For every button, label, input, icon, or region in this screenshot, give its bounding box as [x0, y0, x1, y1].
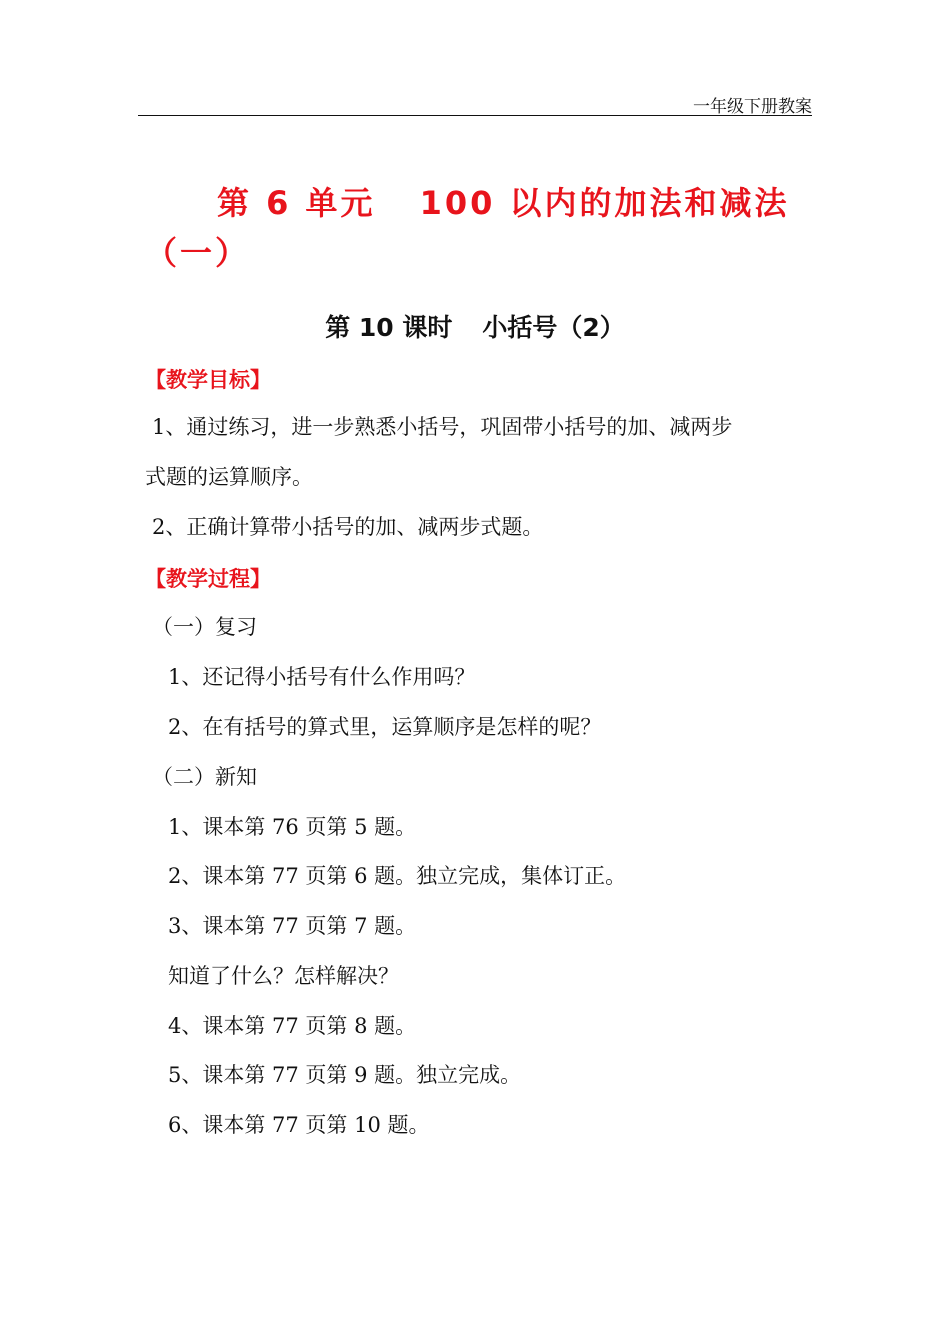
- unit-subtitle: （一）: [145, 234, 251, 272]
- new-item-1: 1、课本第 76 页第 5 题。: [168, 815, 417, 839]
- review-heading: （一）复习: [152, 615, 257, 639]
- unit-title: [145, 178, 810, 278]
- running-header: 一年级下册教案: [693, 97, 812, 117]
- process-heading: 【教学过程】: [145, 567, 271, 591]
- review-item-1: 1、还记得小括号有什么作用吗？: [168, 665, 476, 689]
- objective-1-line-1: 1、通过练习，进一步熟悉小括号，巩固带小括号的加、减两步: [152, 415, 733, 439]
- objectives-heading: 【教学目标】: [145, 368, 271, 392]
- header-rule: [138, 115, 812, 116]
- new-item-3: 3、课本第 77 页第 7 题。: [168, 914, 417, 938]
- new-item-6: 6、课本第 77 页第 10 题。: [168, 1113, 430, 1137]
- review-item-2: 2、在有括号的算式里，运算顺序是怎样的呢？: [168, 715, 602, 739]
- lesson-title: [0, 308, 950, 344]
- new-item-2: 2、课本第 77 页第 6 题。独立完成，集体订正。: [168, 864, 627, 888]
- new-item-4: 4、课本第 77 页第 8 题。: [168, 1014, 417, 1038]
- unit-name: 100 以内的加法和减法: [419, 184, 790, 222]
- unit-number: 第 6 单元: [217, 184, 376, 222]
- lesson-number: 第 10 课时: [325, 313, 453, 342]
- objective-2: 2、正确计算带小括号的加、减两步式题。: [152, 515, 544, 539]
- new-item-3-note: 知道了什么？怎样解决？: [168, 964, 399, 988]
- new-item-5: 5、课本第 77 页第 9 题。独立完成。: [168, 1063, 522, 1087]
- lesson-name: 小括号（2）: [482, 313, 625, 342]
- new-knowledge-heading: （二）新知: [152, 765, 257, 789]
- objective-1-line-2: 式题的运算顺序。: [145, 465, 313, 489]
